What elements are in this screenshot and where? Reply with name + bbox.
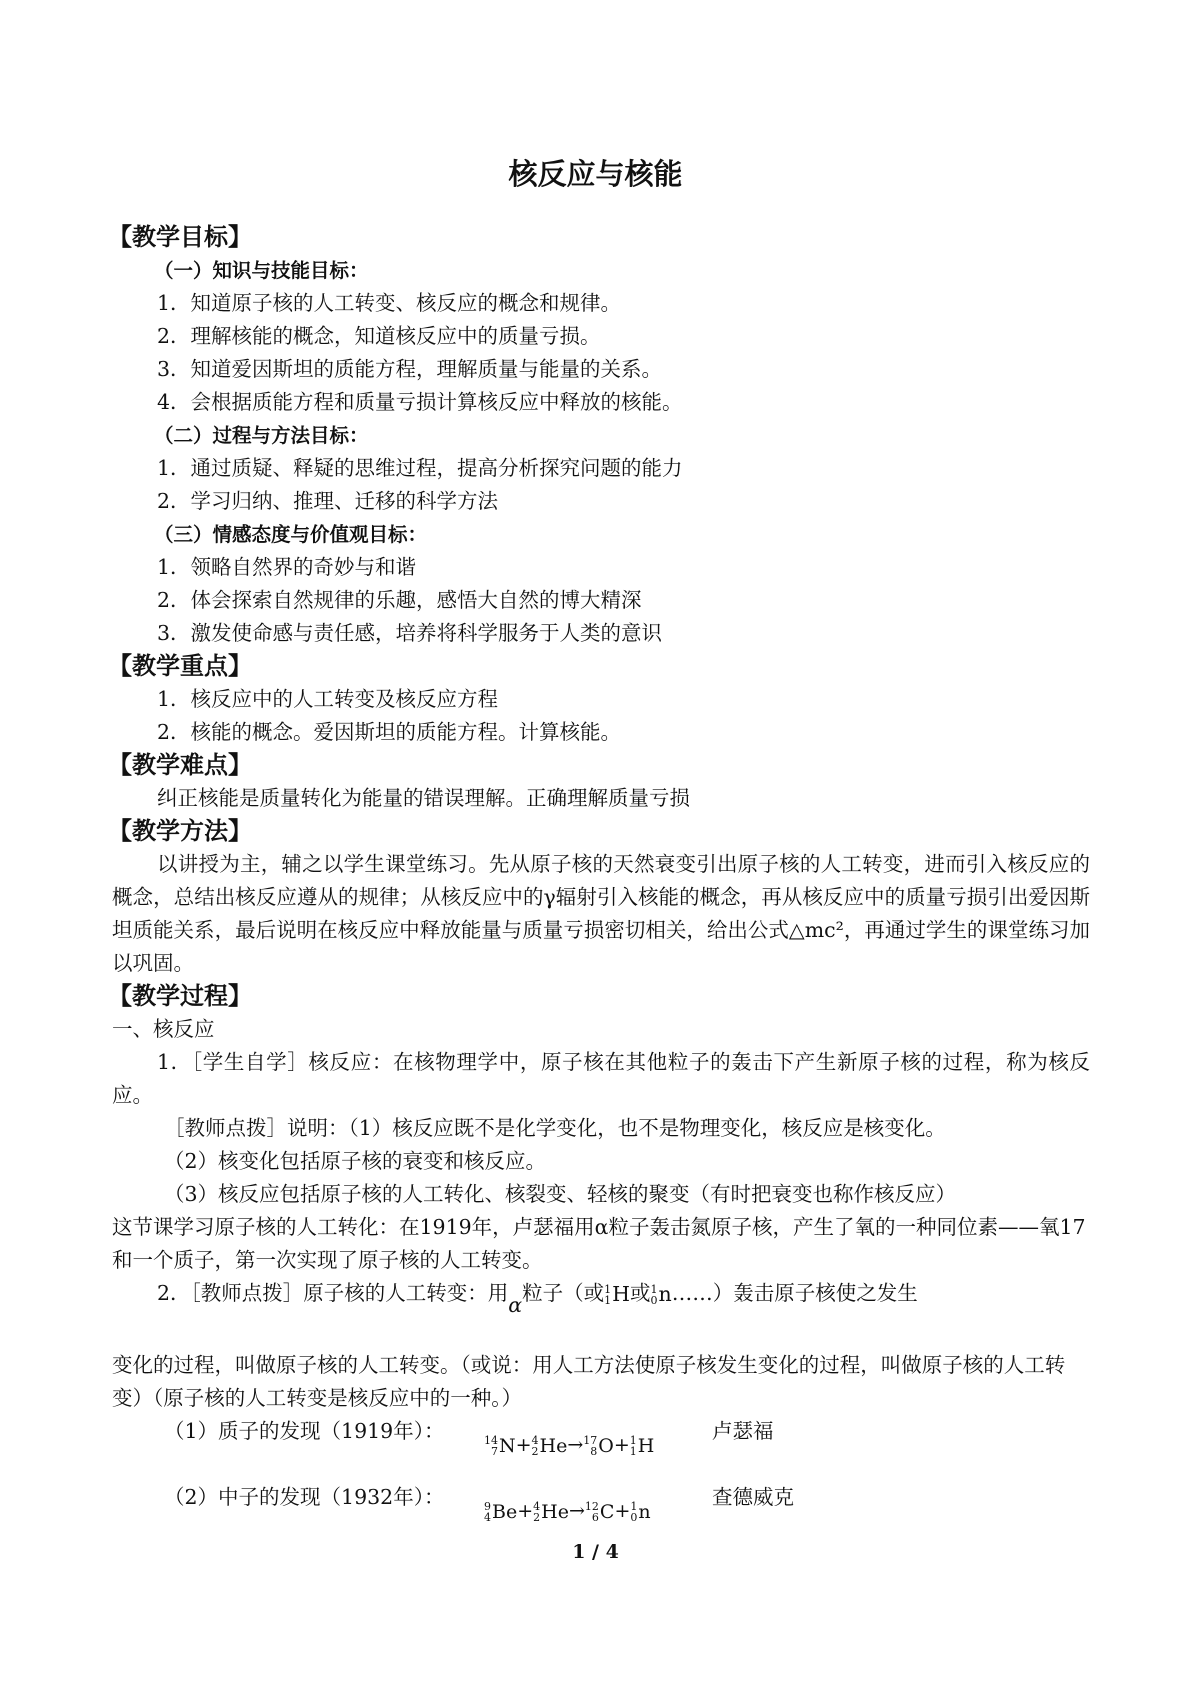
heading-key-points: 【教学重点】 bbox=[108, 652, 252, 680]
paragraph: （3）核反应包括原子核的人工转化、核裂变、轻核的聚变（有时把衰变也称作核反应） bbox=[164, 1182, 957, 1206]
list-item: 2．理解核能的概念，知道核反应中的质量亏损。 bbox=[157, 324, 601, 348]
list-item: 4．会根据质能方程和质量亏损计算核反应中释放的核能。 bbox=[157, 390, 683, 414]
heading-methods: 【教学方法】 bbox=[108, 817, 252, 845]
nuclide: 4 2 He bbox=[533, 1500, 569, 1524]
list-item: 3．知道爱因斯坦的质能方程，理解质量与能量的关系。 bbox=[157, 357, 663, 381]
nuclide: 17 8 O bbox=[583, 1434, 614, 1458]
list-item: 2．体会探索自然规律的乐趣，感悟大自然的博大精深 bbox=[157, 588, 642, 612]
nuclide: 1 0 n bbox=[630, 1500, 651, 1524]
scientist-name: 查德威克 bbox=[712, 1485, 794, 1509]
methods-paragraph: 以讲授为主，辅之以学生课堂练习。先从原子核的天然衰变引出原子核的人工转变，进而引入核反应的概念，总结出核反应遵从的规律；从核反应中的γ辐射引入核能的概念，再从核反应中的质量亏损引出爱因斯坦质能关系，最后说明在核反应中释放能量与质量亏损密切相关，给出公式△mc²，再通过学生的课堂练习加以巩固。 bbox=[112, 852, 1090, 975]
heading-difficulties: 【教学难点】 bbox=[108, 751, 252, 779]
list-item: 2．学习归纳、推理、迁移的科学方法 bbox=[157, 489, 499, 513]
subheading-process: （二）过程与方法目标： bbox=[154, 424, 369, 447]
equation-operator: + bbox=[614, 1500, 631, 1522]
paragraph-artificial-transmutation: 2．［教师点拨］原子核的人工转变：用α粒子（或 1 1 H 或 1 0 n ……）轰击原子核使之发生 bbox=[112, 1277, 1090, 1311]
list-item: 1．通过质疑、释疑的思维过程，提高分析探究问题的能力 bbox=[157, 456, 683, 480]
heading-process: 【教学过程】 bbox=[108, 982, 252, 1010]
equation-operator: + bbox=[517, 1500, 534, 1522]
equation-operator: + bbox=[613, 1434, 630, 1456]
discovery-label: （1）质子的发现（1919年）： bbox=[164, 1419, 445, 1443]
page-number: 1 / 4 bbox=[572, 1541, 619, 1563]
scientist-name: 卢瑟福 bbox=[712, 1419, 774, 1443]
discovery-label: （2）中子的发现（1932年）： bbox=[164, 1485, 445, 1509]
nuclide: 4 2 He bbox=[531, 1434, 568, 1458]
list-item: 1．核反应中的人工转变及核反应方程 bbox=[157, 687, 499, 711]
paragraph: 变化的过程，叫做原子核的人工转变。（或说：用人工方法使原子核发生变化的过程，叫做原子核的人工转变）（原子核的人工转变是核反应中的一种。） bbox=[112, 1353, 1066, 1410]
document-body bbox=[108, 221, 1090, 1547]
nuclide-neutron: 1 0 n bbox=[650, 1282, 672, 1307]
paragraph: 这节课学习原子核的人工转化：在1919年，卢瑟福用α粒子轰击氮原子核，产生了氧的一种同位素——氧17和一个质子，第一次实现了原子核的人工转变。 bbox=[112, 1215, 1086, 1272]
subheading-emotion: （三）情感态度与价值观目标： bbox=[154, 523, 428, 546]
list-item: 1．领略自然界的奇妙与和谐 bbox=[157, 555, 417, 579]
nuclide: 12 6 C bbox=[584, 1500, 615, 1524]
heading-objectives: 【教学目标】 bbox=[108, 223, 252, 251]
equation-operator: + bbox=[515, 1434, 532, 1456]
alpha-symbol: α bbox=[508, 1293, 523, 1317]
section-heading: 一、核反应 bbox=[112, 1017, 215, 1041]
difficulty-text: 纠正核能是质量转化为能量的错误理解。正确理解质量亏损 bbox=[157, 786, 690, 810]
paragraph: ［教师点拨］说明：（1）核反应既不是化学变化，也不是物理变化，核反应是核变化。 bbox=[164, 1116, 946, 1140]
list-item: 3．激发使命感与责任感，培养将科学服务于人类的意识 bbox=[157, 621, 663, 645]
nuclear-equation bbox=[484, 1495, 651, 1529]
nuclide: 1 1 H bbox=[629, 1434, 655, 1458]
nuclide-hydrogen: 1 1 H bbox=[604, 1282, 631, 1307]
equation-operator: → bbox=[568, 1500, 585, 1522]
subheading-knowledge: （一）知识与技能目标： bbox=[154, 259, 369, 282]
equation-operator: → bbox=[567, 1434, 584, 1456]
list-item: 1．知道原子核的人工转变、核反应的概念和规律。 bbox=[157, 291, 622, 315]
list-item: 2．核能的概念。爱因斯坦的质能方程。计算核能。 bbox=[157, 720, 622, 744]
paragraph: 1．［学生自学］核反应：在核物理学中，原子核在其他粒子的轰击下产生新原子核的过程，称为核反应。 bbox=[112, 1050, 1090, 1107]
page-title: 核反应与核能 bbox=[508, 157, 683, 191]
nuclide: 9 4 Be bbox=[484, 1500, 518, 1524]
discovery-row bbox=[112, 1415, 1090, 1481]
nuclide: 14 7 N bbox=[484, 1434, 516, 1458]
paragraph: （2）核变化包括原子核的衰变和核反应。 bbox=[164, 1149, 547, 1173]
nuclear-equation bbox=[484, 1429, 654, 1463]
